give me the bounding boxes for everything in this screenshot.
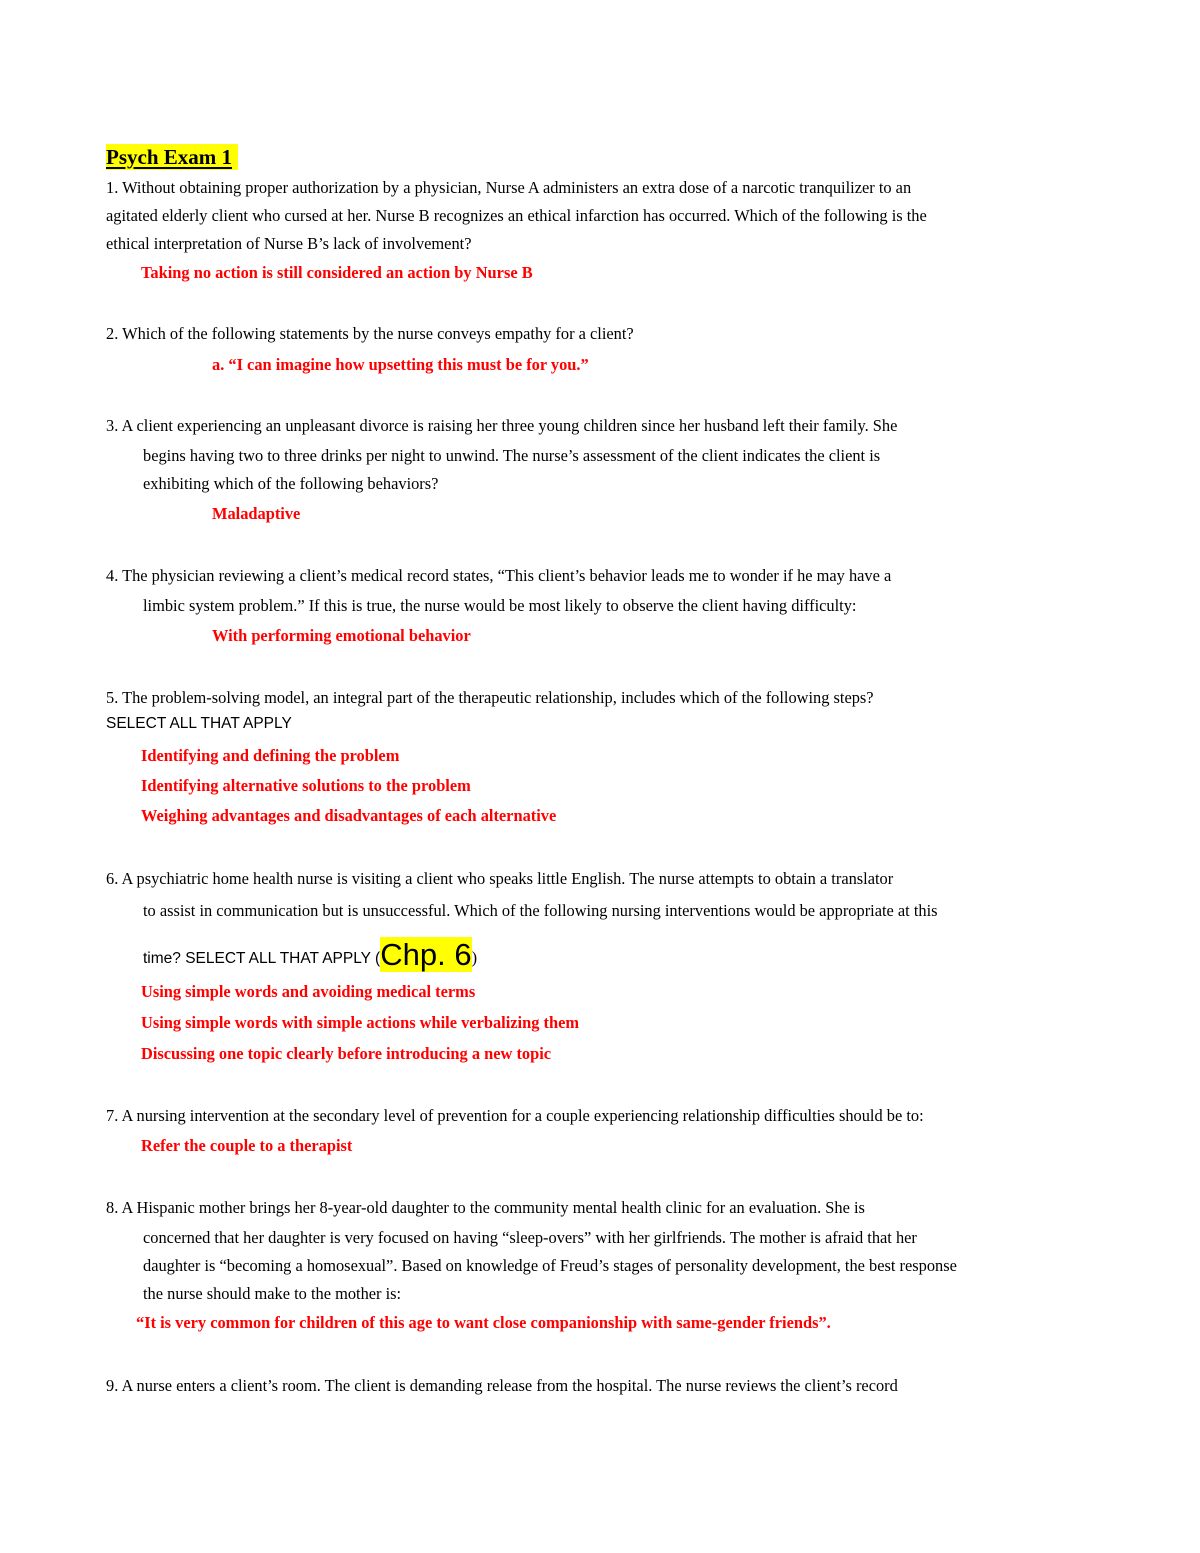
question-9-line-1: 9. A nurse enters a client’s room. The client is demanding release from the hospital. The nurse reviews the client’s record	[106, 1376, 898, 1395]
question-7-line-1: 7. A nursing intervention at the secondary level of prevention for a couple experiencing relationship difficulties should be to:	[106, 1106, 924, 1125]
question-6-line-2: to assist in communication but is unsuccessful. Which of the following nursing interventions would be appropriate at this	[143, 901, 938, 920]
question-5-select-all: SELECT ALL THAT APPLY	[106, 715, 292, 732]
question-5-answer-2: Identifying alternative solutions to the problem	[141, 776, 471, 795]
question-3-line-3: exhibiting which of the following behaviors?	[143, 474, 439, 493]
question-6-answer-2: Using simple words with simple actions while verbalizing them	[141, 1013, 580, 1032]
question-6-close-paren: )	[471, 948, 478, 967]
question-2-answer: a. “I can imagine how upsetting this must be for you.”	[212, 355, 589, 374]
page-title: Psych Exam 1	[106, 144, 238, 170]
question-6-select-all: time? SELECT ALL THAT APPLY (	[143, 950, 381, 967]
question-8-line-1: 8. A Hispanic mother brings her 8-year-old daughter to the community mental health clinic for an evaluation. She is	[106, 1198, 865, 1217]
question-5-line-1: 5. The problem-solving model, an integral part of the therapeutic relationship, includes which of the following steps?	[106, 688, 874, 707]
question-6-answer-1: Using simple words and avoiding medical terms	[141, 982, 476, 1001]
question-6-answer-3: Discussing one topic clearly before introducing a new topic	[141, 1044, 552, 1063]
question-8-answer: “It is very common for children of this age to want close companionship with same-gender friends”.	[136, 1313, 831, 1332]
question-5-answer-1: Identifying and defining the problem	[141, 746, 400, 765]
question-3-answer: Maladaptive	[212, 504, 301, 523]
question-1-line-3: ethical interpretation of Nurse B’s lack of involvement?	[106, 234, 472, 253]
question-7-answer: Refer the couple to a therapist	[141, 1136, 353, 1155]
question-4-answer: With performing emotional behavior	[212, 626, 471, 645]
question-8-line-3: daughter is “becoming a homosexual”. Based on knowledge of Freud’s stages of personality development, the best response	[143, 1256, 957, 1275]
question-6-line-3	[143, 937, 477, 977]
question-6-line-1: 6. A psychiatric home health nurse is visiting a client who speaks little English. The nurse attempts to obtain a translator	[106, 869, 894, 888]
chapter-highlight: Chp. 6	[380, 937, 472, 972]
question-1-answer: Taking no action is still considered an action by Nurse B	[141, 263, 533, 282]
question-3-line-1: 3. A client experiencing an unpleasant divorce is raising her three young children since her husband left their family. She	[106, 416, 898, 435]
question-1-line-2: agitated elderly client who cursed at her. Nurse B recognizes an ethical infarction has occurred. Which of the following is the	[106, 206, 927, 225]
question-2-line-1: 2. Which of the following statements by the nurse conveys empathy for a client?	[106, 324, 634, 343]
question-4-line-2: limbic system problem.” If this is true, the nurse would be most likely to observe the client having difficulty:	[143, 596, 857, 615]
question-3-line-2: begins having two to three drinks per night to unwind. The nurse’s assessment of the client indicates the client is	[143, 446, 881, 465]
question-8-line-2: concerned that her daughter is very focused on having “sleep-overs” with her girlfriends. The mother is afraid that her	[143, 1228, 917, 1247]
question-5-answer-3: Weighing advantages and disadvantages of each alternative	[141, 806, 557, 825]
question-4-line-1: 4. The physician reviewing a client’s medical record states, “This client’s behavior leads me to wonder if he may have a	[106, 566, 892, 585]
question-1-line-1: 1. Without obtaining proper authorization by a physician, Nurse A administers an extra dose of a narcotic tranquilizer to an	[106, 178, 912, 197]
question-8-line-4: the nurse should make to the mother is:	[143, 1284, 402, 1303]
